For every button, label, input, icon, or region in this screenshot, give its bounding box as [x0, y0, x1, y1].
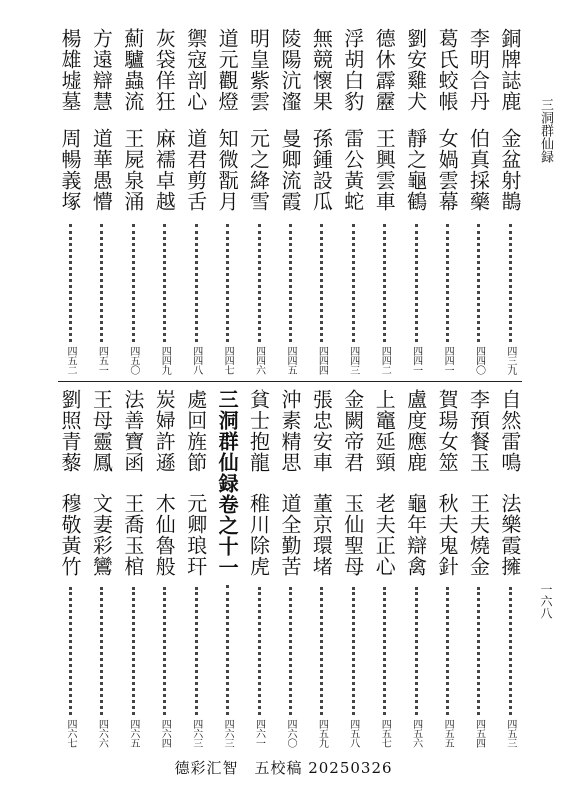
- entry-page-number: 四四八: [190, 346, 202, 375]
- entry-page-number: 四四一: [442, 346, 454, 375]
- entry-page-number: 四四九: [159, 346, 171, 375]
- entry-title-second: 木仙魯般: [152, 493, 177, 577]
- entry-page-number: 四五四: [473, 719, 485, 748]
- entry-title-first: 賀瑒女筮: [435, 389, 460, 473]
- entry-title-first: 處回旌節: [183, 389, 208, 473]
- toc-entry: [183, 28, 208, 375]
- toc-entry: [309, 389, 334, 748]
- toc-entry: [89, 28, 114, 375]
- toc-entry: [435, 389, 460, 748]
- entry-page-number: 四六〇: [284, 719, 296, 748]
- entry-title-first: 楊雄墟墓: [58, 28, 82, 112]
- entry-title-second: 老夫正心: [372, 493, 397, 577]
- dot-leader: [132, 224, 135, 342]
- entry-page-number: 四四四: [316, 346, 328, 375]
- entry-title-first: 李預餐玉: [466, 389, 491, 473]
- entry-title-second: 秋夫鬼針: [435, 493, 460, 577]
- entry-title-first: 灰袋佯狂: [152, 28, 177, 112]
- entry-page-number: 四四五: [284, 346, 296, 375]
- toc-entry: [120, 28, 145, 375]
- entry-title-second: 法樂霞擁: [497, 493, 522, 577]
- entry-title-second: 董京環堵: [309, 493, 334, 577]
- entry-page-number: 四五二: [65, 346, 76, 375]
- toc-entry: [58, 389, 82, 748]
- entry-page-number: 四四六: [253, 346, 265, 375]
- entry-title-second: 元卿琅玕: [183, 493, 208, 577]
- toc-entry: [340, 28, 365, 375]
- entry-title-second: 王夫燒金: [466, 493, 491, 577]
- dot-leader: [320, 587, 323, 715]
- toc-entry: [497, 389, 522, 748]
- toc-entry: [277, 28, 302, 375]
- toc-entry: [403, 28, 428, 375]
- entry-title-first: 沖素精思: [277, 389, 302, 473]
- toc-entry: [372, 28, 397, 375]
- toc-entry: [372, 389, 397, 748]
- toc-entry: [277, 389, 302, 748]
- entry-title-second: 道華愚懵: [89, 128, 114, 212]
- entry-page-number: 四五五: [442, 719, 454, 748]
- toc-entry: [152, 389, 177, 748]
- entry-title-first: 禦寇剖心: [183, 28, 208, 112]
- entry-page-number: 四四三: [347, 346, 359, 375]
- entry-title-first: 盧度應鹿: [403, 389, 428, 473]
- entry-page-number: 四五〇: [127, 346, 139, 375]
- entry-page-number: 四六四: [159, 719, 171, 748]
- toc-entry: [58, 28, 82, 375]
- entry-title-first: 王母靈鳳: [89, 389, 114, 473]
- toc-entry: [246, 28, 271, 375]
- toc-entry: [309, 28, 334, 375]
- entry-title-first: 道元觀燈: [215, 28, 240, 112]
- entry-page-number: 四六五: [127, 719, 139, 748]
- entry-title-second: 王興雲車: [372, 128, 397, 212]
- entry-page-number: 四三九: [504, 346, 516, 375]
- toc-entry: [466, 389, 491, 748]
- toc-entry: [215, 28, 240, 375]
- entry-page-number: 四四七: [222, 346, 234, 375]
- entry-title-second: 孫鍾設瓜: [309, 128, 334, 212]
- entry-page-number: 四五三: [504, 719, 516, 748]
- dot-leader: [289, 587, 292, 715]
- entry-page-number: 四四一: [410, 346, 422, 375]
- entry-page-number: 四五一: [96, 346, 108, 375]
- dot-leader: [415, 587, 418, 715]
- dot-leader: [477, 224, 480, 342]
- entry-title-second: 麻襦卓越: [152, 128, 177, 212]
- entry-title-first: 德休霹靂: [372, 28, 397, 112]
- dot-leader: [320, 224, 323, 342]
- entry-title-first: 炭婦許遜: [152, 389, 177, 473]
- toc-lower-section: [58, 389, 522, 748]
- volume-title: 三洞群仙録卷之十一: [215, 389, 240, 578]
- dot-leader: [383, 587, 386, 715]
- toc-entry: [466, 28, 491, 375]
- entry-title-first: 明皇紫雲: [246, 28, 271, 112]
- entry-title-first: 金闕帝君: [340, 389, 365, 473]
- entry-page-number: 四六七: [65, 719, 76, 748]
- entry-page-number: 四六六: [96, 719, 108, 748]
- dot-leader: [195, 224, 198, 342]
- toc-entry: [340, 389, 365, 748]
- dot-leader: [132, 587, 135, 715]
- dot-leader: [446, 587, 449, 715]
- dot-leader: [69, 224, 72, 342]
- toc-entry: [89, 389, 114, 748]
- entry-page-number: 四五八: [347, 719, 359, 748]
- dot-leader: [258, 587, 261, 715]
- toc-volume-heading: [215, 389, 240, 748]
- entry-title-first: 法善寶函: [120, 389, 145, 473]
- entry-title-second: 曼卿流霞: [277, 128, 302, 212]
- entry-title-first: 陵陽沆瀣: [277, 28, 302, 112]
- entry-title-second: 道全勤苦: [277, 493, 302, 577]
- entry-page-number: 四六三: [222, 719, 234, 748]
- entry-title-first: 上竈延頸: [372, 389, 397, 473]
- entry-title-second: 王喬玉棺: [120, 493, 145, 577]
- entry-title-first: 葛氏蛟帳: [435, 28, 460, 112]
- dot-leader: [163, 224, 166, 342]
- entry-title-first: 劉照青藜: [58, 389, 82, 473]
- dot-leader: [226, 224, 229, 342]
- entry-page-number: 四六一: [253, 719, 265, 748]
- footer-text: 德彩汇智 五校稿 20250326: [174, 759, 393, 777]
- dot-leader: [100, 587, 103, 715]
- entry-page-number: 四五七: [379, 719, 391, 748]
- toc-entry: [183, 389, 208, 748]
- dot-leader: [258, 224, 261, 342]
- dot-leader: [509, 587, 512, 715]
- dot-leader: [352, 587, 355, 715]
- toc-entry: [435, 28, 460, 375]
- entry-title-second: 王屍泉涌: [120, 128, 145, 212]
- entry-title-first: 自然雷鳴: [497, 389, 522, 473]
- toc-upper-section: [58, 28, 522, 375]
- entry-title-second: 伯真採藥: [466, 128, 491, 212]
- toc-entry: [497, 28, 522, 375]
- dot-leader: [415, 224, 418, 342]
- dot-leader: [195, 587, 198, 715]
- entry-title-first: 劉安雞犬: [403, 28, 428, 112]
- running-title: 三洞群仙録: [538, 98, 553, 163]
- entry-title-second: 知微翫月: [215, 128, 240, 212]
- dot-leader: [163, 587, 166, 715]
- entry-title-second: 稚川除虎: [246, 493, 271, 577]
- entry-title-second: 靜之龜鶴: [403, 128, 428, 212]
- toc-entry: [120, 389, 145, 748]
- entry-title-first: 方遠辯慧: [89, 28, 114, 112]
- entry-title-second: 文妻彩鸞: [89, 493, 114, 577]
- dot-leader: [69, 587, 72, 715]
- entry-title-second: 穆敬黃竹: [58, 493, 82, 577]
- entry-title-first: 張忠安車: [309, 389, 334, 473]
- entry-title-second: 周暢義塚: [58, 128, 82, 212]
- page-number: 一六八: [539, 583, 553, 619]
- entry-title-first: 銅牌誌鹿: [497, 28, 522, 112]
- dot-leader: [509, 224, 512, 342]
- entry-page-number: 四四〇: [473, 346, 485, 375]
- entry-title-second: 玉仙聖母: [340, 493, 365, 577]
- dot-leader: [446, 224, 449, 342]
- toc-entry: [403, 389, 428, 748]
- entry-title-first: 李明合丹: [466, 28, 491, 112]
- dot-leader: [477, 587, 480, 715]
- entry-title-first: 無競懷果: [309, 28, 334, 112]
- entry-title-second: 金盆射鵲: [497, 128, 522, 212]
- entry-page-number: 四五六: [410, 719, 422, 748]
- entry-page-number: 四六三: [190, 719, 202, 748]
- dot-leader: [289, 224, 292, 342]
- dot-leader: [352, 224, 355, 342]
- dot-leader: [383, 224, 386, 342]
- section-divider: [58, 381, 522, 382]
- dot-leader: [100, 224, 103, 342]
- entry-title-second: 雷公黃蛇: [340, 128, 365, 212]
- dot-leader: [226, 585, 229, 715]
- entry-page-number: 四五九: [316, 719, 328, 748]
- toc-entry: [246, 389, 271, 748]
- entry-title-first: 薊驢蟲流: [120, 28, 145, 112]
- entry-title-first: 貧士抱龍: [246, 389, 271, 473]
- entry-title-second: 元之絳雪: [246, 128, 271, 212]
- entry-title-second: 道君剪舌: [183, 128, 208, 212]
- entry-title-second: 女媧雲幕: [435, 128, 460, 212]
- entry-title-first: 浮胡白豹: [340, 28, 365, 112]
- entry-page-number: 四四二: [379, 346, 391, 375]
- toc-entry: [152, 28, 177, 375]
- entry-title-second: 龜年辯禽: [403, 493, 428, 577]
